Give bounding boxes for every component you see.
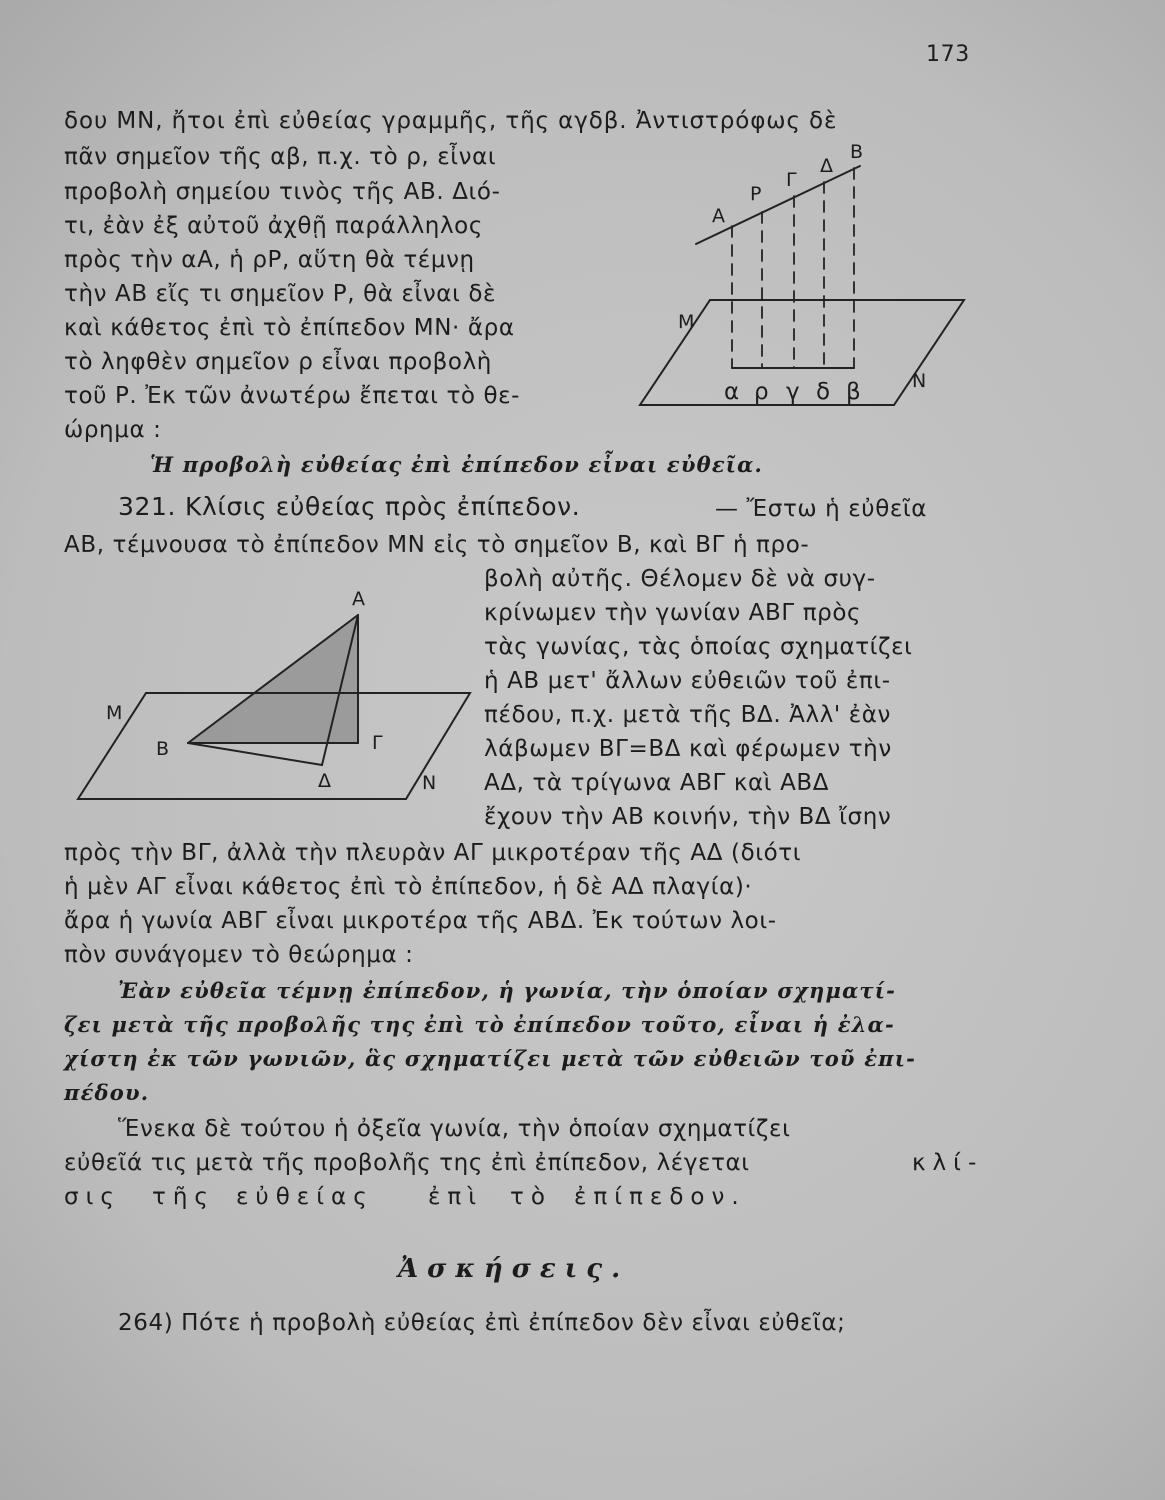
para2-line-10: πρὸς τὴν ΒΓ, ἀλλὰ τὴν πλευρὰν ΑΓ μικροτέραν τῆς ΑΔ (διότι: [64, 840, 802, 866]
para1-line-6: τὴν ΑΒ εἴς τι σημεῖον Ρ, θὰ εἶναι δὲ: [64, 281, 497, 307]
para2-line-2: βολὴ αὐτῆς. Θέλομεν δὲ νὰ συγ-: [484, 566, 876, 592]
para2-line-8: ΑΔ, τὰ τρίγωνα ΑΒΓ καὶ ΑΒΔ: [484, 770, 830, 796]
para3-line-1: Ἕνεκα δὲ τούτου ἡ ὀξεῖα γωνία, τὴν ὁποίαν σχηματίζει: [118, 1116, 791, 1142]
para3-line-2: εὐθεῖά τις μετὰ τῆς προβολῆς της ἐπὶ ἐπίπεδον, λέγεται: [64, 1150, 750, 1176]
label-a: α: [724, 379, 740, 405]
para1-line-2: πᾶν σημεῖον τῆς αβ, π.χ. τὸ ρ, εἶναι: [64, 144, 497, 170]
section-number: 321.: [118, 492, 177, 521]
para2-line-9: ἔχουν τὴν ΑΒ κοινήν, τὴν ΒΔ ἴσην: [484, 804, 892, 830]
theorem-2-line-3: χίστη ἐκ τῶν γωνιῶν, ἃς σχηματίζει μετὰ τῶν εὐθειῶν τοῦ ἐπι-: [64, 1046, 917, 1071]
label-A: Α: [352, 588, 365, 610]
para2-line-12: ἄρα ἡ γωνία ΑΒΓ εἶναι μικροτέρα τῆς ΑΒΔ. Ἐκ τούτων λοι-: [64, 908, 777, 934]
label-D: Δ: [318, 770, 331, 792]
label-N: Ν: [422, 772, 437, 794]
para2-line-13: πὸν συνάγομεν τὸ θεώρημα :: [64, 942, 414, 968]
para2-line-6: πέδου, π.χ. μετὰ τῆς ΒΔ. Ἀλλ' ἐὰν: [484, 702, 892, 728]
theorem-2-line-1: Ἐὰν εὐθεῖα τέμνῃ ἐπίπεδον, ἡ γωνία, τὴν ὁποίαν σχηματί-: [118, 978, 897, 1003]
label-B: Β: [850, 141, 864, 163]
theorem-2-line-2: ζει μετὰ τῆς προβολῆς της ἐπὶ τὸ ἐπίπεδον τοῦτο, εἶναι ἡ ἐλα-: [64, 1012, 895, 1037]
defined-term-word-1: τῆς: [152, 1184, 215, 1210]
para1-line-8: τὸ ληφθὲν σημεῖον ρ εἶναι προβολὴ: [64, 349, 492, 375]
label-M: Μ: [678, 311, 695, 333]
label-N: Ν: [912, 370, 927, 392]
para2-line-1: ΑΒ, τέμνουσα τὸ ἐπίπεδον ΜΝ εἰς τὸ σημεῖον Β, καὶ ΒΓ ἡ προ-: [64, 532, 810, 558]
para1-line-9: τοῦ Ρ. Ἐκ τῶν ἀνωτέρω ἔπεται τὸ θε-: [64, 383, 521, 409]
defined-term-word-3: ἐπὶ: [428, 1184, 484, 1210]
label-B: Β: [156, 738, 170, 760]
defined-term-word-4: ἐπίπεδον.: [574, 1184, 746, 1210]
figure-line-projection: [636, 140, 976, 420]
label-b: β: [846, 379, 861, 405]
label-M: Μ: [106, 702, 123, 724]
para1-line-5: πρὸς τὴν αΑ, ἡ ρΡ, αὕτη θὰ τέμνῃ: [64, 247, 475, 273]
label-A: Α: [712, 205, 725, 227]
para2-line-11: ἡ μὲν ΑΓ εἶναι κάθετος ἐπὶ τὸ ἐπίπεδον, ἡ δὲ ΑΔ πλαγία)·: [64, 874, 753, 900]
figure-line-inclination: [70, 585, 480, 810]
label-g: γ: [786, 379, 800, 405]
para1-line-3: προβολὴ σημείου τινὸς τῆς ΑΒ. Διό-: [64, 179, 501, 205]
para1-line-7: καὶ κάθετος ἐπὶ τὸ ἐπίπεδον ΜΝ· ἄρα: [64, 315, 515, 341]
section-lead-text: — Ἔστω ἡ εὐθεῖα: [715, 496, 928, 522]
label-G: Γ: [786, 169, 797, 191]
para2-line-4: τὰς γωνίας, τὰς ὁποίας σχηματίζει: [484, 634, 913, 660]
label-r: ρ: [754, 379, 769, 405]
label-G: Γ: [372, 732, 383, 754]
defined-term-start: κλί-: [912, 1150, 984, 1176]
label-D: Δ: [820, 155, 833, 177]
defined-term-word-2: εὐθείας: [236, 1184, 374, 1210]
para1-line-10: ώρημα :: [64, 417, 162, 443]
theorem-1: Ἡ προβολὴ εὐθείας ἐπὶ ἐπίπεδον εἶναι εὐθεῖα.: [150, 452, 764, 477]
para3-line-3-article: τὸ: [510, 1184, 552, 1210]
exercise-264: 264) Πότε ἡ προβολὴ εὐθείας ἐπὶ ἐπίπεδον δὲν εἶναι εὐθεῖα;: [118, 1310, 846, 1336]
para2-line-5: ἡ ΑΒ μετ' ἄλλων εὐθειῶν τοῦ ἐπι-: [484, 668, 891, 694]
para1-line-1: δου ΜΝ, ἤτοι ἐπὶ εὐθείας γραμμῆς, τῆς αγδβ. Ἀντιστρόφως δὲ: [64, 108, 838, 134]
exercises-title: Ἀσκήσεις.: [398, 1254, 630, 1284]
para2-line-7: λάβωμεν ΒΓ=ΒΔ καὶ φέρωμεν τὴν: [484, 736, 892, 762]
line-bd: [188, 743, 322, 765]
para3-line-3-start: σις: [64, 1184, 121, 1210]
label-d: δ: [816, 379, 831, 405]
page-number: 173: [926, 42, 970, 67]
label-P: Ρ: [750, 183, 762, 205]
para1-line-4: τι, ἐὰν ἐξ αὐτοῦ ἀχθῇ παράλληλος: [64, 213, 483, 239]
section-title: Κλίσις εὐθείας πρὸς ἐπίπεδον.: [185, 492, 581, 521]
para2-line-3: κρίνωμεν τὴν γωνίαν ΑΒΓ πρὸς: [484, 600, 862, 626]
theorem-2-line-4: πέδου.: [64, 1080, 150, 1105]
